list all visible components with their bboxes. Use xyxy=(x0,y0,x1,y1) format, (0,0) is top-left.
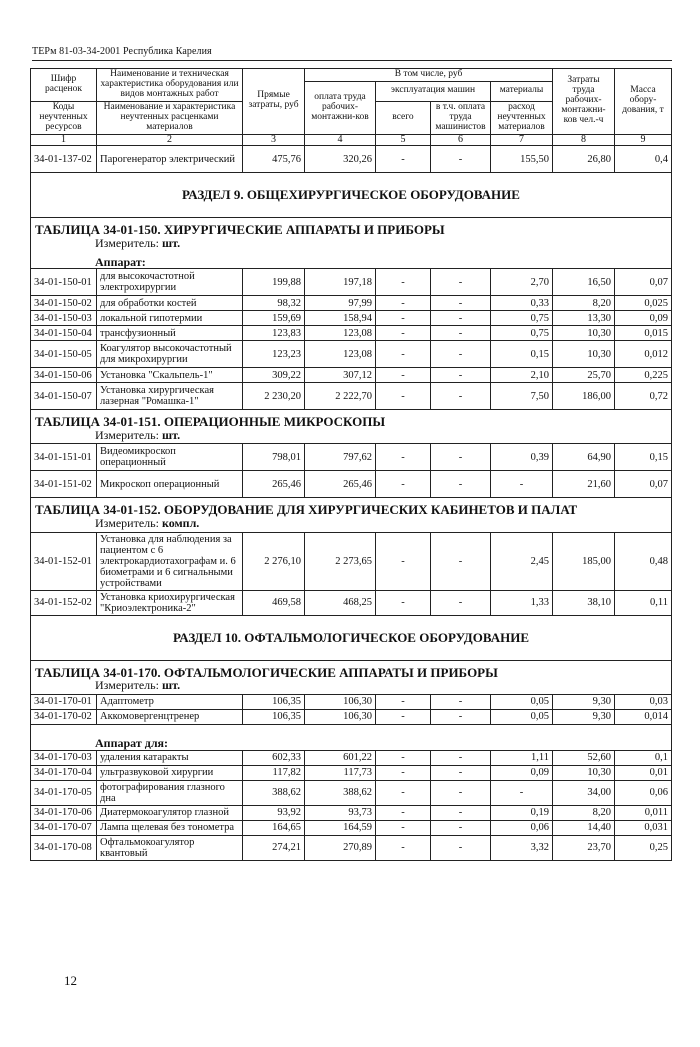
column-number: 1 xyxy=(31,134,97,146)
table-row xyxy=(31,780,672,805)
measure-unit: компл. xyxy=(161,516,200,531)
rate-value: 97,99 xyxy=(305,296,376,311)
table-title xyxy=(31,218,672,237)
header-total: всего xyxy=(376,101,431,134)
rate-value: 2,70 xyxy=(491,269,553,296)
rate-name: Видеомикроскоп операционный xyxy=(97,444,243,471)
rate-value: 123,08 xyxy=(305,341,376,368)
rate-value: 3,32 xyxy=(491,835,553,860)
rate-value: 2,45 xyxy=(491,532,553,590)
table-row xyxy=(31,146,672,173)
measure-row xyxy=(31,429,672,444)
table-row xyxy=(31,765,672,780)
header-codes: Коды неучтенных ресурсов xyxy=(31,101,97,134)
rate-value: - xyxy=(431,326,491,341)
rate-name: Установка хирургическая лазерная "Ромашка-1" xyxy=(97,383,243,410)
rate-value: 0,09 xyxy=(615,311,672,326)
rate-value: - xyxy=(491,471,553,498)
rate-value: 186,00 xyxy=(553,383,615,410)
rate-value: 123,08 xyxy=(305,326,376,341)
rate-value: - xyxy=(376,765,431,780)
rate-value: 117,82 xyxy=(243,765,305,780)
rate-value: 155,50 xyxy=(491,146,553,173)
table-row xyxy=(31,444,672,471)
column-number: 2 xyxy=(97,134,243,146)
measure-row-cell xyxy=(31,429,672,444)
rate-value: - xyxy=(431,780,491,805)
rate-value: 1,33 xyxy=(491,590,553,615)
rate-value: - xyxy=(431,835,491,860)
rate-value: - xyxy=(376,805,431,820)
rate-value: - xyxy=(431,269,491,296)
rate-name: ультразвуковой хирургии xyxy=(97,765,243,780)
table-row xyxy=(31,820,672,835)
header-direct: Прямые затраты, руб xyxy=(243,69,305,135)
rate-name: Адаптометр xyxy=(97,694,243,709)
rate-value: 106,35 xyxy=(243,694,305,709)
rate-value: 23,70 xyxy=(553,835,615,860)
rate-value: 307,12 xyxy=(305,368,376,383)
rate-value: 0,05 xyxy=(491,709,553,724)
rate-code: 34-01-150-02 xyxy=(31,296,97,311)
rate-value: 309,22 xyxy=(243,368,305,383)
rate-value: 0,75 xyxy=(491,311,553,326)
column-number: 8 xyxy=(553,134,615,146)
table-title xyxy=(31,498,672,517)
rate-value: 0,015 xyxy=(615,326,672,341)
group-title-cell: Аппарат для: xyxy=(31,733,672,750)
rate-value: - xyxy=(431,820,491,835)
group-title-cell: Аппарат: xyxy=(31,252,672,269)
rate-value: - xyxy=(431,471,491,498)
page-number: 12 xyxy=(64,973,77,988)
rate-value: 320,26 xyxy=(305,146,376,173)
table-row xyxy=(31,368,672,383)
rate-value: 38,10 xyxy=(553,590,615,615)
spacer-row xyxy=(31,724,672,733)
measure-row xyxy=(31,237,672,252)
rate-name: Установка для наблюдения за пациентом с 6 электрокардиотахографам и. 6 биометрами и 6 сигнальными устройствами xyxy=(97,532,243,590)
rate-value: 798,01 xyxy=(243,444,305,471)
section-title-cell: РАЗДЕЛ 9. ОБЩЕХИРУРГИЧЕСКОЕ ОБОРУДОВАНИЕ xyxy=(31,173,672,218)
column-number: 7 xyxy=(491,134,553,146)
rate-value: 265,46 xyxy=(243,471,305,498)
rate-value: 93,92 xyxy=(243,805,305,820)
rate-value: 0,4 xyxy=(615,146,672,173)
rate-value: 0,48 xyxy=(615,532,672,590)
table-row xyxy=(31,383,672,410)
rate-value: 158,94 xyxy=(305,311,376,326)
rate-value: - xyxy=(376,311,431,326)
rate-value: 2 222,70 xyxy=(305,383,376,410)
rate-value: - xyxy=(431,765,491,780)
column-number: 3 xyxy=(243,134,305,146)
column-number: 9 xyxy=(615,134,672,146)
rate-value: 34,00 xyxy=(553,780,615,805)
rate-value: - xyxy=(376,341,431,368)
rate-value: - xyxy=(431,311,491,326)
rate-name: для обработки костей xyxy=(97,296,243,311)
rate-value: 0,025 xyxy=(615,296,672,311)
rate-value: - xyxy=(376,750,431,765)
rate-name: локальной гипотермии xyxy=(97,311,243,326)
rate-value: - xyxy=(376,835,431,860)
rate-code: 34-01-170-05 xyxy=(31,780,97,805)
rate-value: 64,90 xyxy=(553,444,615,471)
rate-value: 106,30 xyxy=(305,694,376,709)
rate-value: - xyxy=(376,709,431,724)
table-row xyxy=(31,532,672,590)
rate-value: 10,30 xyxy=(553,765,615,780)
rate-code: 34-01-152-01 xyxy=(31,532,97,590)
rate-code: 34-01-170-03 xyxy=(31,750,97,765)
table-row xyxy=(31,750,672,765)
rate-value: 274,21 xyxy=(243,835,305,860)
rate-value: 123,83 xyxy=(243,326,305,341)
rate-value: 1,11 xyxy=(491,750,553,765)
section-title xyxy=(31,615,672,660)
rate-value: 601,22 xyxy=(305,750,376,765)
table-title-cell: ТАБЛИЦА 34-01-152. ОБОРУДОВАНИЕ ДЛЯ ХИРУРГИЧЕСКИХ КАБИНЕТОВ И ПАЛАТ xyxy=(31,498,672,517)
rate-value: - xyxy=(376,383,431,410)
rate-name: Установка "Скальпель-1" xyxy=(97,368,243,383)
measure-label: Измеритель: xyxy=(95,516,162,531)
rate-value: 797,62 xyxy=(305,444,376,471)
rate-value: 468,25 xyxy=(305,590,376,615)
rate-value: 0,03 xyxy=(615,694,672,709)
rate-name: Лампа щелевая без тонометра xyxy=(97,820,243,835)
rate-code: 34-01-170-06 xyxy=(31,805,97,820)
rate-code: 34-01-137-02 xyxy=(31,146,97,173)
rate-value: 93,73 xyxy=(305,805,376,820)
rate-value: 117,73 xyxy=(305,765,376,780)
rate-value: - xyxy=(431,532,491,590)
rate-value: 2 273,65 xyxy=(305,532,376,590)
header-name2: Наименование и характеристика неучтенных расценками материалов xyxy=(97,101,243,134)
rate-name: Офтальмокоагулятор квантовый xyxy=(97,835,243,860)
header-mass: Масса обору-дования, т xyxy=(615,69,672,135)
rate-value: 106,35 xyxy=(243,709,305,724)
measure-row-cell xyxy=(31,517,672,532)
rate-name: Установка криохирургическая "Криоэлектроника-2" xyxy=(97,590,243,615)
rate-value: 26,80 xyxy=(553,146,615,173)
rate-value: 0,01 xyxy=(615,765,672,780)
rate-value: - xyxy=(431,341,491,368)
rate-value: - xyxy=(431,750,491,765)
rate-value: 0,15 xyxy=(491,341,553,368)
rate-value: 0,225 xyxy=(615,368,672,383)
rate-value: - xyxy=(491,780,553,805)
rate-value: 164,65 xyxy=(243,820,305,835)
header-labor: Затраты труда рабочих-монтажни-ков чел.-ч xyxy=(553,69,615,135)
table-row xyxy=(31,471,672,498)
rate-value: 14,40 xyxy=(553,820,615,835)
rate-value: 0,19 xyxy=(491,805,553,820)
rate-value: 9,30 xyxy=(553,694,615,709)
rate-value: 2 230,20 xyxy=(243,383,305,410)
rate-code: 34-01-170-07 xyxy=(31,820,97,835)
header-mat-cost: расход неучтенных материалов xyxy=(491,101,553,134)
rate-value: - xyxy=(431,368,491,383)
rate-code: 34-01-170-04 xyxy=(31,765,97,780)
table-title-cell: ТАБЛИЦА 34-01-151. ОПЕРАЦИОННЫЕ МИКРОСКОПЫ xyxy=(31,410,672,429)
rate-value: - xyxy=(376,532,431,590)
group-title xyxy=(31,733,672,750)
rate-value: 388,62 xyxy=(305,780,376,805)
table-row xyxy=(31,269,672,296)
header-incl: В том числе, руб xyxy=(305,69,553,82)
rate-value: 0,1 xyxy=(615,750,672,765)
rates-table xyxy=(30,68,672,861)
table-title xyxy=(31,660,672,679)
rate-value: 469,58 xyxy=(243,590,305,615)
rate-name: Микроскоп операционный xyxy=(97,471,243,498)
rate-value: 0,07 xyxy=(615,269,672,296)
rate-value: - xyxy=(431,805,491,820)
rate-name: фотографирования глазного дна xyxy=(97,780,243,805)
header-labor-pay: оплата труда рабочих-монтажни-ков xyxy=(305,81,376,134)
rate-name: удаления катаракты xyxy=(97,750,243,765)
table-row xyxy=(31,835,672,860)
rate-value: 0,014 xyxy=(615,709,672,724)
rate-value: 0,06 xyxy=(615,780,672,805)
table-row xyxy=(31,694,672,709)
header-name: Наименование и техническая характеристика оборудования или видов монтажных работ xyxy=(97,69,243,102)
rate-value: 123,23 xyxy=(243,341,305,368)
rate-code: 34-01-150-04 xyxy=(31,326,97,341)
rate-code: 34-01-170-01 xyxy=(31,694,97,709)
rate-value: 0,05 xyxy=(491,694,553,709)
measure-unit: шт. xyxy=(161,678,181,693)
rate-value: 475,76 xyxy=(243,146,305,173)
rate-name: Коагулятор высокочастотный для микрохирургии xyxy=(97,341,243,368)
rate-value: - xyxy=(431,444,491,471)
rate-value: 185,00 xyxy=(553,532,615,590)
rate-value: 0,15 xyxy=(615,444,672,471)
rate-value: 7,50 xyxy=(491,383,553,410)
rate-value: 8,20 xyxy=(553,805,615,820)
rate-value: 270,89 xyxy=(305,835,376,860)
rate-value: 0,25 xyxy=(615,835,672,860)
rate-name: Парогенератор электрический xyxy=(97,146,243,173)
measure-row xyxy=(31,517,672,532)
rate-value: 98,32 xyxy=(243,296,305,311)
rate-code: 34-01-150-03 xyxy=(31,311,97,326)
rate-value: - xyxy=(376,820,431,835)
rate-code: 34-01-152-02 xyxy=(31,590,97,615)
rate-value: 388,62 xyxy=(243,780,305,805)
rate-value: 25,70 xyxy=(553,368,615,383)
rate-code: 34-01-150-06 xyxy=(31,368,97,383)
header-machines: эксплуатация машин xyxy=(376,81,491,101)
rate-value: - xyxy=(431,694,491,709)
table-title-cell: ТАБЛИЦА 34-01-150. ХИРУРГИЧЕСКИЕ АППАРАТЫ И ПРИБОРЫ xyxy=(31,218,672,237)
rate-name: трансфузионный xyxy=(97,326,243,341)
rate-value: 265,46 xyxy=(305,471,376,498)
rate-value: 8,20 xyxy=(553,296,615,311)
rate-value: 10,30 xyxy=(553,341,615,368)
rate-value: 0,11 xyxy=(615,590,672,615)
running-head: ТЕРм 81-03-34-2001 Республика Карелия xyxy=(32,46,212,57)
rate-name: Диатермокоагулятор глазной xyxy=(97,805,243,820)
rate-value: 602,33 xyxy=(243,750,305,765)
rate-value: - xyxy=(431,146,491,173)
rate-value: 2,10 xyxy=(491,368,553,383)
measure-label: Измеритель: xyxy=(95,427,162,442)
column-number-row xyxy=(31,134,672,146)
rate-value: 52,60 xyxy=(553,750,615,765)
rate-code: 34-01-150-01 xyxy=(31,269,97,296)
rate-code: 34-01-170-02 xyxy=(31,709,97,724)
measure-unit: шт. xyxy=(161,427,181,442)
section-title xyxy=(31,173,672,218)
table-row xyxy=(31,326,672,341)
table-row xyxy=(31,311,672,326)
rate-value: - xyxy=(376,368,431,383)
rate-name: для высокочастотной электрохирургии xyxy=(97,269,243,296)
rate-code: 34-01-150-07 xyxy=(31,383,97,410)
rate-value: 0,72 xyxy=(615,383,672,410)
rate-value: - xyxy=(431,590,491,615)
table-row xyxy=(31,590,672,615)
table-row xyxy=(31,341,672,368)
measure-unit: шт. xyxy=(161,235,181,250)
rate-code: 34-01-151-01 xyxy=(31,444,97,471)
rate-value: 9,30 xyxy=(553,709,615,724)
table-row xyxy=(31,709,672,724)
rate-value: 0,39 xyxy=(491,444,553,471)
header-machinist-pay: в т.ч. оплата труда машинистов xyxy=(431,101,491,134)
rate-value: 10,30 xyxy=(553,326,615,341)
rate-value: - xyxy=(376,694,431,709)
rate-value: 0,09 xyxy=(491,765,553,780)
rate-value: 159,69 xyxy=(243,311,305,326)
rate-value: 0,75 xyxy=(491,326,553,341)
rate-value: 2 276,10 xyxy=(243,532,305,590)
rate-value: 106,30 xyxy=(305,709,376,724)
rate-value: 13,30 xyxy=(553,311,615,326)
rate-value: 0,33 xyxy=(491,296,553,311)
rate-value: 199,88 xyxy=(243,269,305,296)
rate-code: 34-01-170-08 xyxy=(31,835,97,860)
rate-value: - xyxy=(376,590,431,615)
rate-value: - xyxy=(376,780,431,805)
column-number: 5 xyxy=(376,134,431,146)
rate-value: 0,031 xyxy=(615,820,672,835)
rate-value: - xyxy=(431,383,491,410)
rate-value: - xyxy=(431,296,491,311)
rate-value: - xyxy=(376,326,431,341)
rate-value: 197,18 xyxy=(305,269,376,296)
rate-value: 0,012 xyxy=(615,341,672,368)
rate-code: 34-01-151-02 xyxy=(31,471,97,498)
rate-value: 21,60 xyxy=(553,471,615,498)
table-row xyxy=(31,296,672,311)
measure-row-cell xyxy=(31,679,672,694)
rate-value: - xyxy=(376,444,431,471)
table-title-cell: ТАБЛИЦА 34-01-170. ОФТАЛЬМОЛОГИЧЕСКИЕ АППАРАТЫ И ПРИБОРЫ xyxy=(31,660,672,679)
rate-value: - xyxy=(431,709,491,724)
header-cipher: Шифр расценок xyxy=(31,69,97,102)
table-row xyxy=(31,805,672,820)
spacer-row-cell xyxy=(31,724,672,733)
section-title-cell: РАЗДЕЛ 10. ОФТАЛЬМОЛОГИЧЕСКОЕ ОБОРУДОВАНИЕ xyxy=(31,615,672,660)
table-title xyxy=(31,410,672,429)
column-number: 6 xyxy=(431,134,491,146)
column-number: 4 xyxy=(305,134,376,146)
measure-label: Измеритель: xyxy=(95,678,162,693)
rate-code: 34-01-150-05 xyxy=(31,341,97,368)
rate-value: 0,07 xyxy=(615,471,672,498)
rate-name: Аккомовергенцтренер xyxy=(97,709,243,724)
rate-value: 0,06 xyxy=(491,820,553,835)
header-rule xyxy=(32,60,672,61)
rate-value: 164,59 xyxy=(305,820,376,835)
header-materials: материалы xyxy=(491,81,553,101)
rate-value: 16,50 xyxy=(553,269,615,296)
rate-value: - xyxy=(376,146,431,173)
measure-row-cell xyxy=(31,237,672,252)
group-title xyxy=(31,252,672,269)
rate-value: - xyxy=(376,269,431,296)
rate-value: - xyxy=(376,471,431,498)
rate-value: - xyxy=(376,296,431,311)
measure-row xyxy=(31,679,672,694)
measure-label: Измеритель: xyxy=(95,235,162,250)
rate-value: 0,011 xyxy=(615,805,672,820)
